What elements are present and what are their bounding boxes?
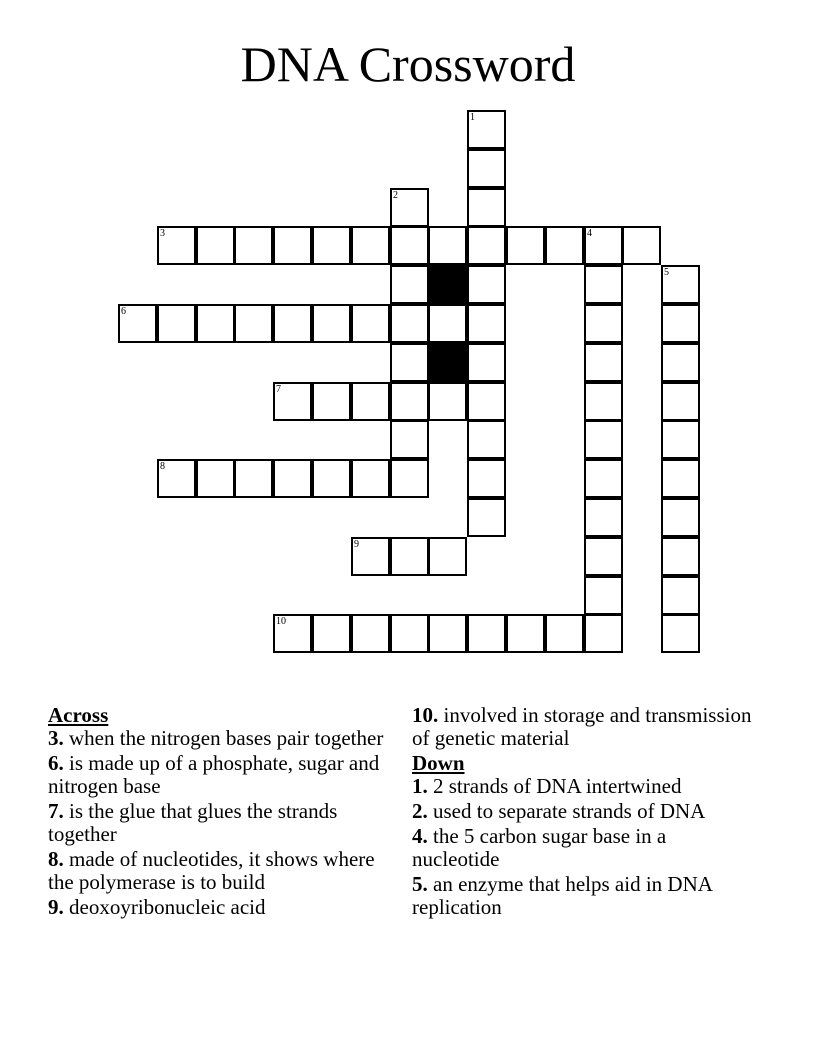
grid-cell[interactable]	[351, 537, 390, 576]
grid-cell[interactable]	[118, 304, 157, 343]
down-heading: Down	[412, 751, 465, 775]
grid-cell[interactable]	[584, 382, 623, 421]
clue-number: 6.	[48, 751, 64, 775]
grid-cell[interactable]	[390, 420, 429, 459]
clue-number-label: 9	[354, 539, 359, 550]
grid-cell[interactable]	[545, 614, 584, 653]
grid-cell[interactable]	[661, 537, 700, 576]
clue-across-9	[48, 896, 388, 919]
across-heading: Across	[48, 703, 109, 727]
clue-across-10	[412, 704, 752, 750]
clue-text: deoxoyribonucleic acid	[69, 895, 266, 919]
grid-cell[interactable]	[390, 459, 429, 498]
grid-cell[interactable]	[351, 459, 390, 498]
grid-cell[interactable]	[467, 188, 506, 227]
grid-cell[interactable]	[661, 576, 700, 615]
grid-cell[interactable]	[312, 459, 351, 498]
page-title: DNA Crossword	[240, 36, 576, 92]
grid-cell[interactable]	[196, 304, 235, 343]
grid-cell[interactable]	[467, 382, 506, 421]
grid-cell[interactable]	[234, 304, 273, 343]
black-square	[428, 265, 467, 304]
grid-cell[interactable]	[584, 265, 623, 304]
grid-cell[interactable]	[584, 420, 623, 459]
clue-across-6	[48, 752, 388, 798]
clue-across-3	[48, 727, 388, 750]
clue-down-5	[412, 873, 752, 919]
clue-number: 5.	[412, 872, 428, 896]
clue-down-2	[412, 800, 752, 823]
grid-cell[interactable]	[584, 576, 623, 615]
clue-number-label: 10	[276, 616, 286, 627]
grid-cell[interactable]	[584, 226, 623, 265]
clues-column-left	[48, 704, 388, 921]
clue-down-4	[412, 825, 752, 871]
grid-cell[interactable]	[390, 382, 429, 421]
clue-number: 8.	[48, 847, 64, 871]
clue-text: involved in storage and transmission of genetic material	[412, 703, 752, 750]
grid-cell[interactable]	[661, 614, 700, 653]
grid-cell[interactable]	[428, 537, 467, 576]
grid-cell[interactable]	[390, 304, 429, 343]
grid-cell[interactable]	[584, 459, 623, 498]
grid-cell[interactable]	[545, 226, 584, 265]
grid-cell[interactable]	[390, 265, 429, 304]
grid-cell[interactable]	[467, 110, 506, 149]
clue-number-label: 1	[470, 112, 475, 123]
grid-cell[interactable]	[622, 226, 661, 265]
clue-number-label: 2	[393, 190, 398, 201]
clue-text: used to separate strands of DNA	[433, 799, 706, 823]
clue-number-label: 3	[160, 228, 165, 239]
clue-number-label: 8	[160, 461, 165, 472]
clue-number: 1.	[412, 774, 428, 798]
grid-cell[interactable]	[584, 304, 623, 343]
clue-number: 4.	[412, 824, 428, 848]
grid-cell[interactable]	[467, 343, 506, 382]
grid-cell[interactable]	[390, 343, 429, 382]
clue-number: 10.	[412, 703, 439, 727]
grid-cell[interactable]	[661, 498, 700, 537]
grid-cell[interactable]	[351, 382, 390, 421]
grid-cell[interactable]	[273, 614, 312, 653]
grid-cell[interactable]	[428, 382, 467, 421]
grid-cell[interactable]	[661, 420, 700, 459]
grid-cell[interactable]	[467, 149, 506, 188]
clue-across-8	[48, 848, 388, 894]
clue-text: an enzyme that helps aid in DNA replication	[412, 872, 712, 919]
grid-cell[interactable]	[506, 226, 545, 265]
grid-cell[interactable]	[506, 614, 545, 653]
clue-number-label: 5	[664, 267, 669, 278]
grid-cell[interactable]	[273, 226, 312, 265]
grid-cell[interactable]	[661, 459, 700, 498]
clue-text: 2 strands of DNA intertwined	[433, 774, 682, 798]
grid-cell[interactable]	[390, 614, 429, 653]
grid-cell[interactable]	[351, 226, 390, 265]
grid-cell[interactable]	[467, 614, 506, 653]
clue-number: 2.	[412, 799, 428, 823]
grid-cell[interactable]	[467, 420, 506, 459]
grid-cell[interactable]	[312, 304, 351, 343]
grid-cell[interactable]	[390, 188, 429, 227]
grid-cell[interactable]	[273, 304, 312, 343]
grid-cell[interactable]	[312, 382, 351, 421]
grid-cell[interactable]	[661, 343, 700, 382]
grid-cell[interactable]	[584, 614, 623, 653]
grid-cell[interactable]	[428, 304, 467, 343]
grid-cell[interactable]	[661, 304, 700, 343]
grid-cell[interactable]	[273, 459, 312, 498]
grid-cell[interactable]	[234, 226, 273, 265]
grid-cell[interactable]	[467, 498, 506, 537]
clue-number-label: 7	[276, 384, 281, 395]
grid-cell[interactable]	[661, 382, 700, 421]
clue-text: is the glue that glues the strands together	[48, 799, 338, 846]
grid-cell[interactable]	[428, 226, 467, 265]
grid-cell[interactable]	[234, 459, 273, 498]
grid-cell[interactable]	[351, 614, 390, 653]
grid-cell[interactable]	[157, 459, 196, 498]
clue-number-label: 6	[121, 306, 126, 317]
grid-cell[interactable]	[196, 226, 235, 265]
clue-down-1	[412, 775, 752, 798]
clue-text: the 5 carbon sugar base in a nucleotide	[412, 824, 667, 871]
grid-cell[interactable]	[312, 614, 351, 653]
grid-cell[interactable]	[196, 459, 235, 498]
grid-cell[interactable]	[428, 614, 467, 653]
grid-cell[interactable]	[584, 343, 623, 382]
grid-cell[interactable]	[661, 265, 700, 304]
clue-number: 7.	[48, 799, 64, 823]
grid-cell[interactable]	[157, 304, 196, 343]
grid-cell[interactable]	[467, 304, 506, 343]
grid-cell[interactable]	[467, 265, 506, 304]
clue-number-label: 4	[587, 228, 592, 239]
clue-text: made of nucleotides, it shows where the polymerase is to build	[48, 847, 375, 894]
grid-cell[interactable]	[467, 226, 506, 265]
grid-cell[interactable]	[351, 304, 390, 343]
grid-cell[interactable]	[273, 382, 312, 421]
grid-cell[interactable]	[312, 226, 351, 265]
clue-number: 3.	[48, 726, 64, 750]
clue-text: is made up of a phosphate, sugar and nitrogen base	[48, 751, 380, 798]
grid-cell[interactable]	[584, 537, 623, 576]
grid-cell[interactable]	[390, 537, 429, 576]
clue-number: 9.	[48, 895, 64, 919]
clue-across-7	[48, 800, 388, 846]
grid-cell[interactable]	[157, 226, 196, 265]
grid-cell[interactable]	[467, 459, 506, 498]
black-square	[428, 343, 467, 382]
clue-text: when the nitrogen bases pair together	[69, 726, 384, 750]
clues-column-right	[412, 704, 752, 921]
grid-cell[interactable]	[584, 498, 623, 537]
grid-cell[interactable]	[390, 226, 429, 265]
